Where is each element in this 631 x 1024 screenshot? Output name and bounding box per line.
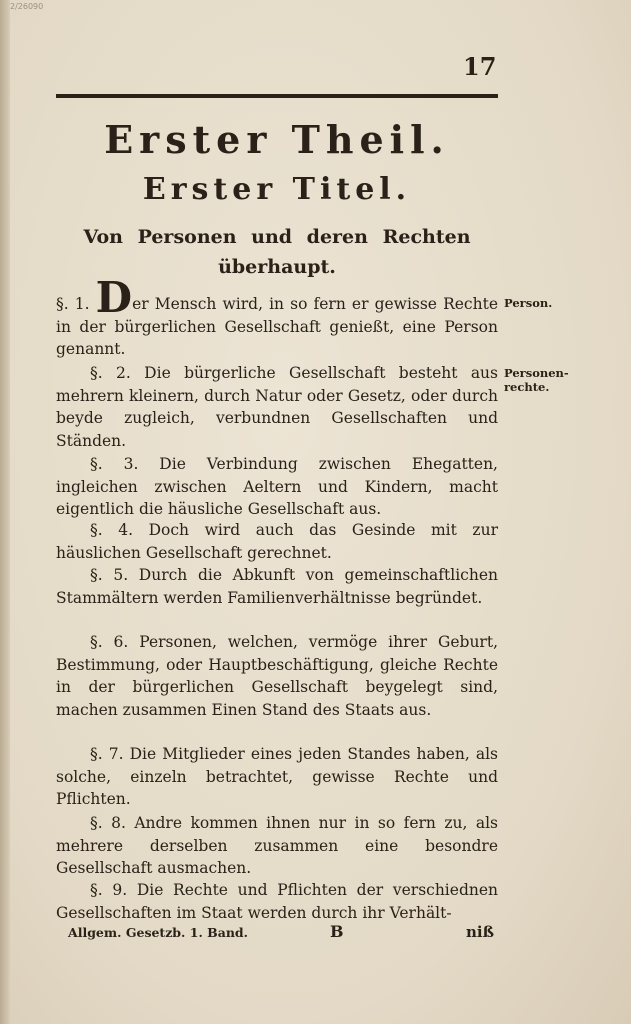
- subtitle-line: Von Personen und deren Rechten: [83, 226, 471, 248]
- paragraph-9: §. 9. Die Rechte und Pflichten der verschiednen Gesellschaften im Staat werden durch ihr Verhält-: [56, 881, 498, 922]
- paragraph-3: §. 3. Die Verbindung zwischen Ehegatten, ingleichen zwischen Aeltern und Kindern, macht eigentlich die häusliche Gesellschaft aus.: [56, 455, 498, 518]
- section-number: §. 1.: [56, 295, 90, 313]
- paragraph-8: §. 8. Andre kommen ihnen nur in so fern zu, als mehrere derselben zusammen eine besondre Gesellschaft ausmachen.: [56, 814, 498, 877]
- binding-gutter: [0, 0, 10, 1024]
- paragraph-4: §. 4. Doch wird auch das Gesinde mit zur häuslichen Gesellschaft gerechnet.: [56, 521, 498, 562]
- subtitle-line: überhaupt.: [218, 256, 336, 278]
- paragraph-5: §. 5. Durch die Abkunft von gemeinschaftlichen Stammältern werden Familienverhältnisse begründet.: [56, 566, 498, 607]
- catalog-mark: 2/26090: [10, 2, 44, 11]
- paragraph-1: [56, 273, 498, 361]
- footer-sheet-mark: B: [330, 922, 344, 941]
- header-rule: [56, 94, 498, 98]
- paragraph-text: er Mensch wird, in so fern er gewisse Rechte in der bürgerlichen Gesellschaft genießt, eine Person genannt.: [56, 295, 498, 358]
- margin-note-person: Person.: [504, 296, 553, 310]
- title-heading: Erster Titel.: [142, 172, 412, 207]
- page-number: 17: [463, 52, 497, 81]
- drop-initial: D: [95, 273, 133, 322]
- footer-catchword: niß: [466, 923, 495, 941]
- paragraph-7: §. 7. Die Mitglieder eines jeden Standes haben, als solche, einzeln betrachtet, gewisse Rechte und Pflichten.: [56, 745, 498, 808]
- margin-note-personenrechte: Personen-rechte.: [504, 366, 569, 394]
- part-title: Erster Theil.: [104, 117, 450, 162]
- footer-signature: Allgem. Gesetzb. 1. Band.: [68, 925, 248, 940]
- paragraph-2: §. 2. Die bürgerliche Gesellschaft besteht aus mehrern kleinern, durch Natur oder Gesetz, oder durch beyde zugleich, verbundnen Gesellschaften und Ständen.: [56, 364, 498, 450]
- paragraph-6: §. 6. Personen, welchen, vermöge ihrer Geburt, Bestimmung, oder Hauptbeschäftigung, gleiche Rechte in der bürgerlichen Gesellschaft beygelegt sind, machen zusammen Einen Stand des Staats aus.: [56, 633, 498, 719]
